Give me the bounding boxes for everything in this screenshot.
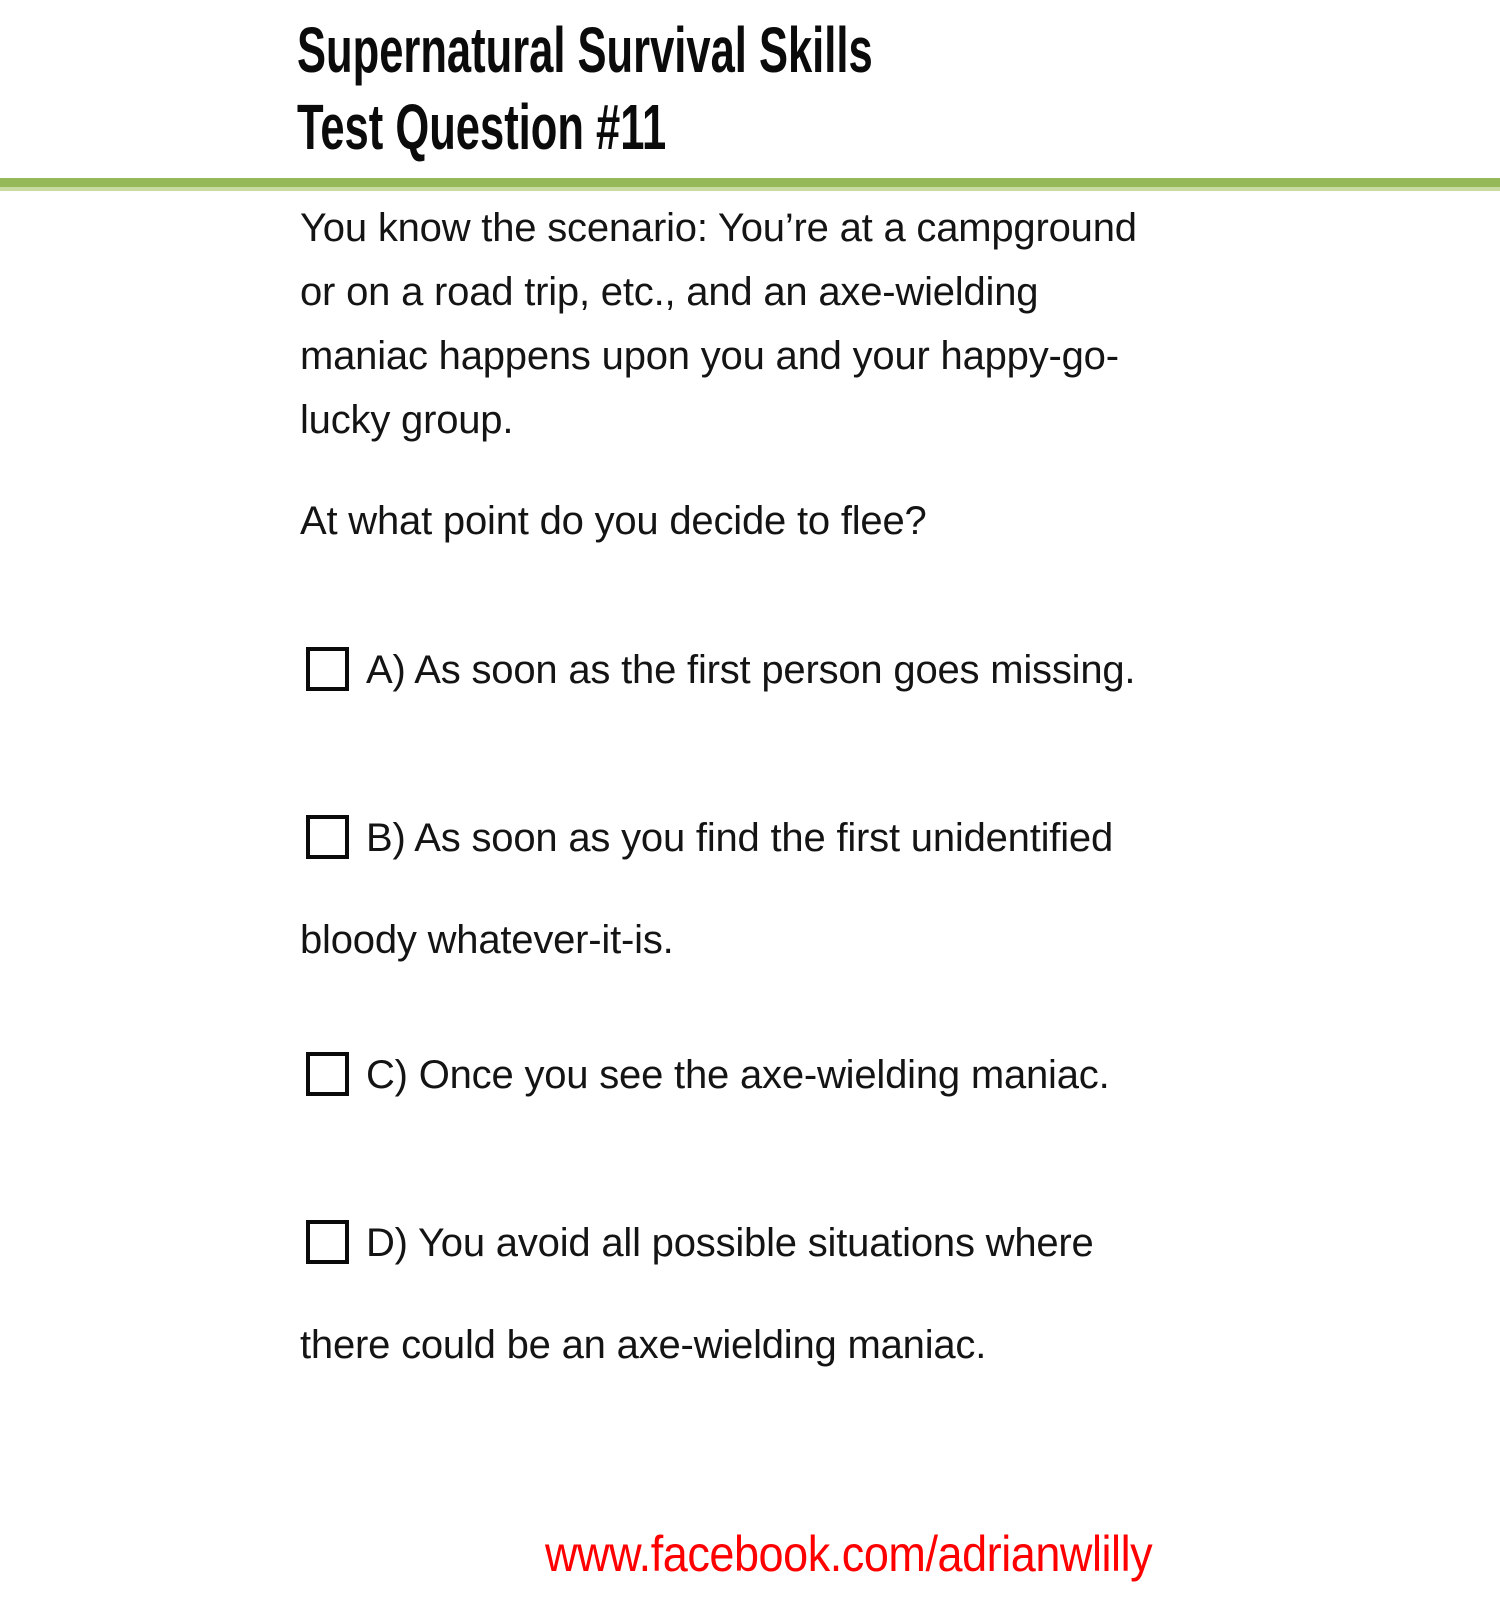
option-d-line-2: there could be an axe-wielding maniac. [300,1323,987,1367]
title-line-1: Supernatural Survival Skills [297,14,873,86]
option-d [300,1192,1094,1396]
option-c-line-1 [300,1024,1110,1126]
question-prompt: At what point do you decide to flee? [300,499,927,543]
option-c-text: C) Once you see the axe-wielding maniac. [366,1053,1110,1097]
option-c [300,1024,1110,1126]
footer-url[interactable]: www.facebook.com/adrianwlilly [545,1526,1153,1582]
checkbox-option-d[interactable] [306,1220,349,1264]
scenario-line: maniac happens upon you and your happy-go- [300,334,1119,378]
option-b [300,787,1113,991]
option-d-text: D) You avoid all possible situations where [366,1221,1094,1265]
scenario-line: You know the scenario: You’re at a campground [300,206,1137,250]
option-b-line-2: bloody whatever-it-is. [300,918,674,962]
checkbox-option-c[interactable] [306,1052,349,1096]
scenario-text [300,196,1137,452]
page-title [297,12,873,166]
scenario-line: or on a road trip, etc., and an axe-wielding [300,270,1039,314]
option-a [300,619,1135,721]
divider-line [0,178,1500,191]
scenario-line: lucky group. [300,398,514,442]
option-b-line-1 [300,787,1113,889]
checkbox-option-a[interactable] [306,647,349,691]
option-b-text: B) As soon as you find the first unidentified [366,816,1113,860]
option-d-line-1 [300,1192,1094,1294]
title-line-2: Test Question #11 [297,91,667,163]
option-a-text: A) As soon as the first person goes missing. [366,648,1136,692]
option-a-line-1 [300,619,1135,721]
checkbox-option-b[interactable] [306,815,349,859]
